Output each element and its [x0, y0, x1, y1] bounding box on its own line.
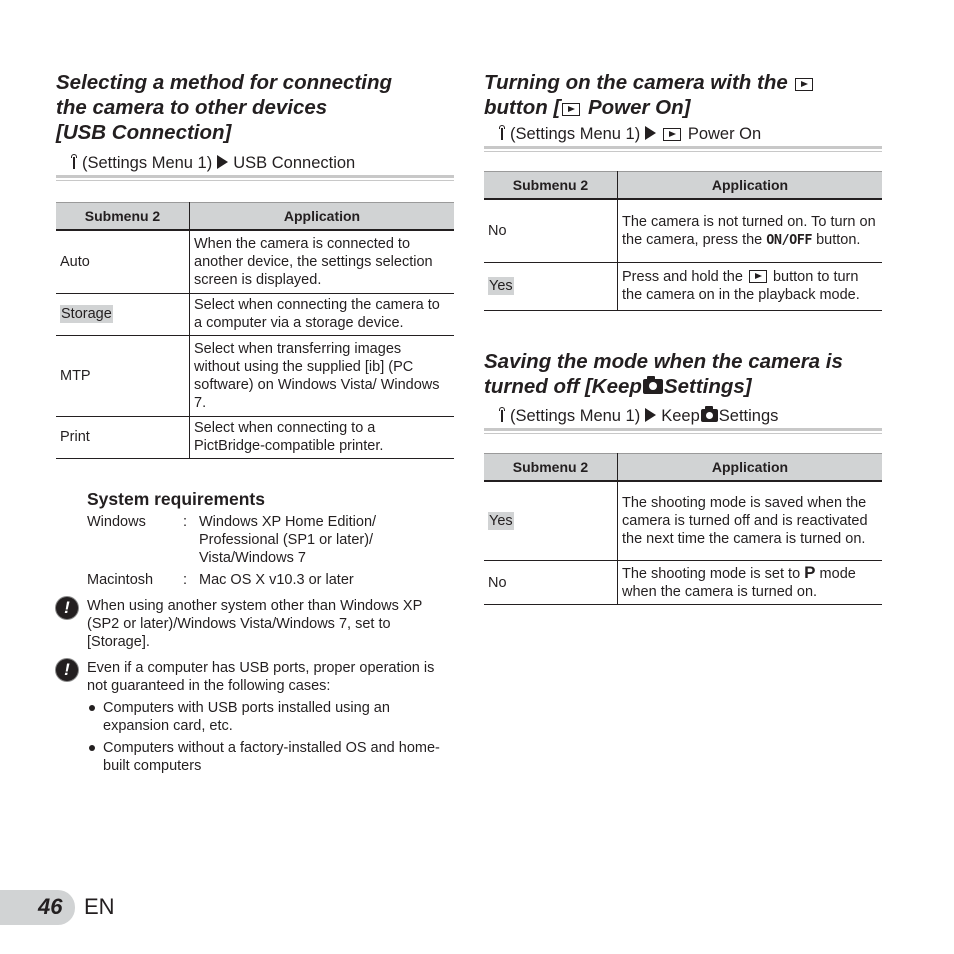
- page-number: 46: [38, 894, 63, 919]
- application-cell: When the camera is connected to another device, the settings selection screen is displayed.: [190, 230, 455, 293]
- submenu-cell: No: [484, 561, 618, 605]
- arrow-right-icon: [645, 126, 656, 140]
- separator: :: [183, 571, 188, 588]
- camera-icon: [643, 379, 663, 394]
- submenu-cell: Storage: [56, 293, 190, 335]
- caution-note: ! When using another system other than Windows XP (SP2 or later)/Windows Vista/Windows 7, set to [Storage].: [56, 597, 454, 651]
- playback-icon: [795, 78, 813, 91]
- wrench-icon: [72, 154, 76, 169]
- playback-icon: [749, 270, 767, 283]
- submenu-cell: MTP: [56, 335, 190, 416]
- table-row: [484, 262, 882, 310]
- table-header: Application: [618, 453, 883, 481]
- caution-note: ! Even if a computer has USB ports, proper operation is not guaranteed in the following cases:: [56, 659, 454, 695]
- application-cell: Press and hold the button to turn the camera on in the playback mode.: [618, 262, 883, 310]
- sysreq-row: [87, 513, 454, 567]
- separator: :: [183, 513, 188, 530]
- keep-settings-table: [484, 453, 882, 606]
- table-header-row: [484, 172, 882, 200]
- wrench-icon: [500, 125, 504, 140]
- submenu-cell: Yes: [484, 262, 618, 310]
- application-cell: Select when connecting the camera to a computer via a storage device.: [190, 293, 455, 335]
- caution-icon: !: [56, 597, 78, 619]
- arrow-right-icon: [217, 155, 228, 169]
- application-cell: The shooting mode is set to P mode when the camera is turned on.: [618, 561, 883, 605]
- caution-icon: !: [56, 659, 78, 681]
- list-item: Computers with USB ports installed using an expansion card, etc.: [87, 699, 454, 735]
- usb-connection-table: [56, 202, 454, 459]
- application-cell: The shooting mode is saved when the camera is turned off and is reactivated the next time the camera is turned on.: [618, 481, 883, 561]
- language-code: EN: [84, 894, 115, 919]
- submenu-cell: Yes: [484, 481, 618, 561]
- list-item: Computers without a factory-installed OS and home-built computers: [87, 739, 454, 775]
- usb-menu-path: (Settings Menu 1) USB Connection: [56, 153, 454, 178]
- power-on-table: [484, 171, 882, 311]
- keep-settings-menu-path: (Settings Menu 1) Keep Settings: [484, 406, 882, 431]
- application-cell: The camera is not turned on. To turn on the camera, press the ON/OFF button.: [618, 199, 883, 262]
- table-header: Submenu 2: [484, 453, 618, 481]
- table-row: [56, 335, 454, 416]
- keep-settings-heading: Saving the mode when the camera is turned off [Keep Settings]: [484, 349, 843, 398]
- bullet-list: [56, 699, 454, 775]
- right-column: [484, 70, 882, 605]
- usb-connection-heading: Selecting a method for connecting the camera to other devices [USB Connection]: [56, 71, 393, 144]
- power-on-menu-path: (Settings Menu 1) Power On: [484, 124, 882, 149]
- table-header-row: [56, 203, 454, 231]
- playback-icon: [663, 128, 681, 141]
- table-header-row: [484, 453, 882, 481]
- wrench-icon: [500, 407, 504, 422]
- table-header: Submenu 2: [56, 203, 190, 231]
- table-row: [56, 293, 454, 335]
- application-cell: Select when transferring images without using the supplied [ib] (PC software) on Windows Vista/ Windows 7.: [190, 335, 455, 416]
- table-header: Submenu 2: [484, 172, 618, 200]
- os-requirement: Windows XP Home Edition/ Professional (SP1 or later)/ Vista/Windows 7: [199, 513, 377, 566]
- power-on-heading: Turning on the camera with the button [ Power On]: [484, 70, 882, 120]
- application-cell: Select when connecting to a PictBridge-compatible printer.: [190, 416, 455, 458]
- on-off-button-label: ON/OFF: [766, 231, 813, 248]
- table-row: [484, 481, 882, 561]
- submenu-cell: Auto: [56, 230, 190, 293]
- arrow-right-icon: [645, 408, 656, 422]
- table-row: [56, 416, 454, 458]
- table-row: [484, 199, 882, 262]
- camera-icon: [701, 409, 718, 422]
- os-name: Macintosh: [87, 571, 154, 588]
- os-name: Windows: [87, 513, 146, 530]
- table-header: Application: [618, 172, 883, 200]
- system-requirements-title: System requirements: [87, 488, 265, 509]
- system-requirements-list: [87, 513, 454, 589]
- system-requirements: [56, 489, 454, 589]
- program-mode-label: P: [804, 563, 816, 582]
- table-row: [56, 230, 454, 293]
- left-column: [56, 70, 454, 775]
- os-requirement: Mac OS X v10.3 or later: [199, 571, 354, 588]
- table-row: [484, 561, 882, 605]
- sysreq-row: [87, 571, 454, 589]
- playback-icon: [562, 103, 580, 116]
- submenu-cell: No: [484, 199, 618, 262]
- submenu-cell: Print: [56, 416, 190, 458]
- table-header: Application: [190, 203, 455, 231]
